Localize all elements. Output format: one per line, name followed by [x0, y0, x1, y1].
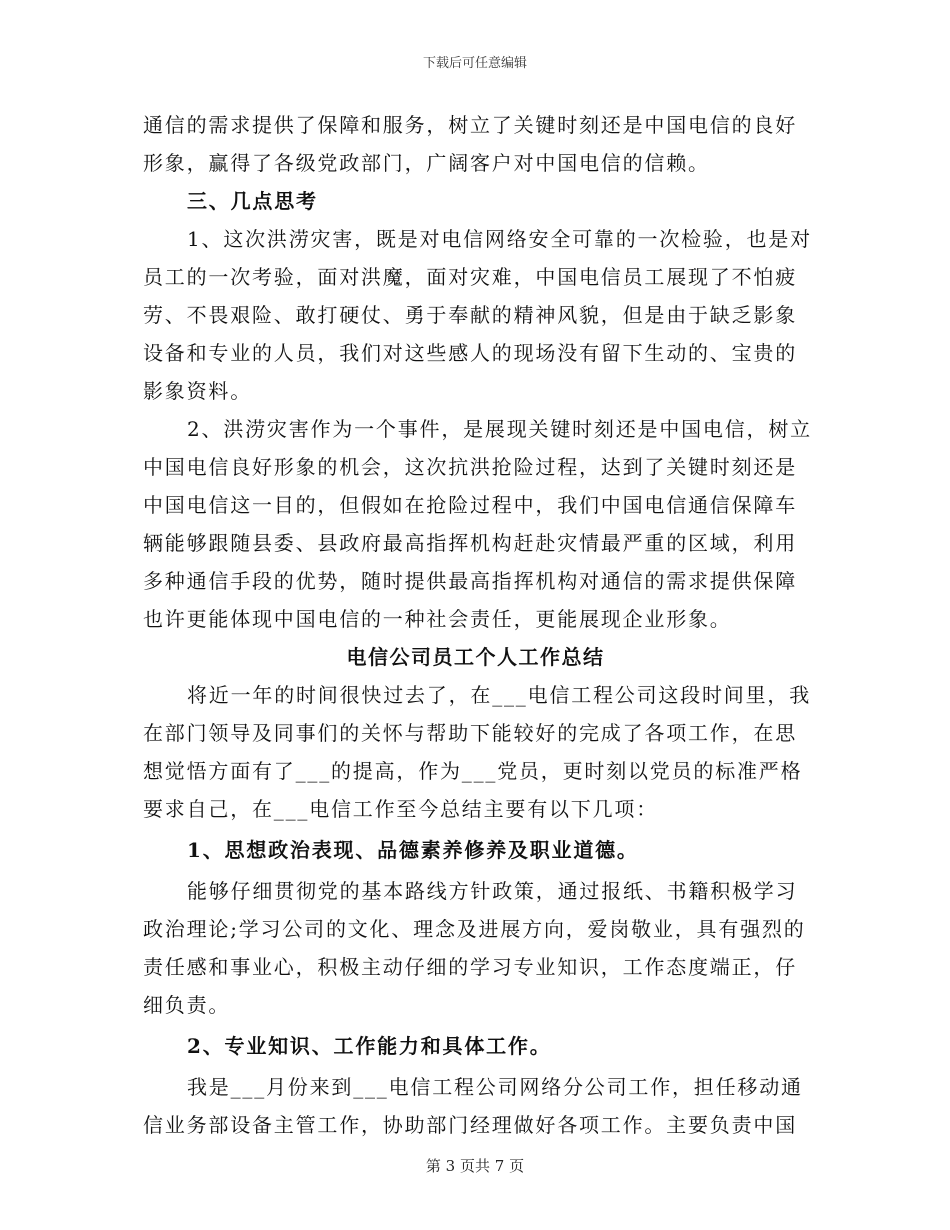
page-footer: 第 3 页共 7 页: [425, 1157, 525, 1175]
paragraph-line: 责任感和事业心，积极主动仔细的学习专业知识，工作态度端正，仔: [143, 955, 797, 979]
page-header: 下载后可任意编辑: [422, 56, 527, 71]
paragraph-line: 信业务部设备主管工作，协助部门经理做好各项工作。主要负责中国: [143, 1113, 797, 1137]
paragraph-line: 政治理论;学习公司的文化、理念及进展方向，爱岗敬业，具有强烈的: [143, 917, 806, 941]
paragraph-line: 影象资料。: [143, 379, 252, 403]
section-heading: 2、专业知识、工作能力和具体工作。: [187, 1034, 552, 1058]
paragraph-line: 1、这次洪涝灾害，既是对电信网络安全可靠的一次检验，也是对: [187, 227, 812, 251]
document-title: 电信公司员工个人工作总结: [346, 645, 605, 669]
paragraph-line: 能够仔细贯彻党的基本路线方针政策，通过报纸、书籍积极学习: [187, 879, 798, 903]
paragraph-line: 我是___月份来到___电信工程公司网络分公司工作，担任移动通: [187, 1075, 803, 1099]
paragraph-line: 也许更能体现中国电信的一种社会责任，更能展现企业形象。: [143, 607, 732, 631]
section-heading: 三、几点思考: [187, 189, 318, 213]
paragraph-line: 辆能够跟随县委、县政府最高指挥机构赶赴灾情最严重的区域，利用: [143, 531, 797, 555]
paragraph-line: 劳、不畏艰险、敢打硬仗、勇于奉献的精神风貌，但是由于缺乏影象: [143, 303, 797, 327]
paragraph-line: 要求自己，在___电信工作至今总结主要有以下几项：: [143, 797, 658, 821]
paragraph-line: 员工的一次考验，面对洪魔，面对灾难，中国电信员工展现了不怕疲: [143, 265, 797, 289]
paragraph-line: 设备和专业的人员，我们对这些感人的现场没有留下生动的、宝贵的: [143, 341, 797, 365]
paragraph-line: 形象，赢得了各级党政部门，广阔客户对中国电信的信赖。: [143, 151, 710, 175]
document-body: [143, 106, 812, 1144]
paragraph-line: 中国电信这一目的，但假如在抢险过程中，我们中国电信通信保障车: [143, 493, 797, 517]
paragraph-line: 通信的需求提供了保障和服务，树立了关键时刻还是中国电信的良好: [143, 113, 797, 137]
paragraph-line: 细负责。: [143, 993, 231, 1017]
paragraph-line: 想觉悟方面有了___的提高，作为___党员，更时刻以党员的标准严格: [143, 759, 803, 783]
paragraph-line: 多种通信手段的优势，随时提供最高指挥机构对通信的需求提供保障: [143, 569, 797, 593]
paragraph-line: 中国电信良好形象的机会，这次抗洪抢险过程，达到了关键时刻还是: [143, 455, 797, 479]
section-heading: 1、思想政治表现、品德素养修养及职业道德。: [187, 838, 639, 862]
paragraph-line: 将近一年的时间很快过去了，在___电信工程公司这段时间里，我: [187, 683, 811, 707]
paragraph-line: 2、洪涝灾害作为一个事件，是展现关键时刻还是中国电信，树立: [187, 417, 812, 441]
paragraph-line: 在部门领导及同事们的关怀与帮助下能较好的完成了各项工作，在思: [143, 721, 797, 745]
